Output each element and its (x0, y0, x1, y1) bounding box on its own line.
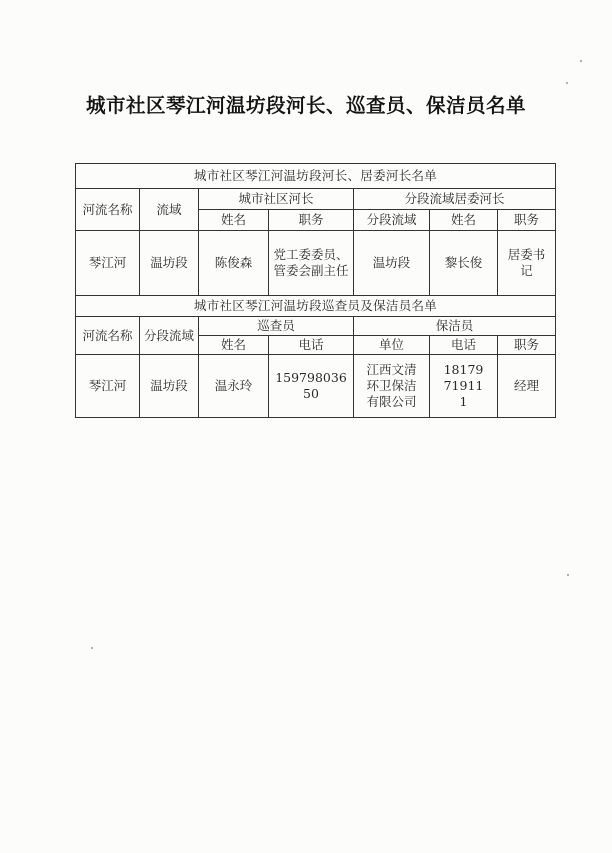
cell-river: 琴江河 (76, 231, 140, 296)
group-patrol-header: 巡查员 (199, 317, 354, 336)
col-position-header-2: 职务 (498, 210, 556, 231)
roster-table (75, 163, 556, 418)
cell-patrol-phone: 15979803650 (269, 355, 354, 418)
col-position-header: 职务 (269, 210, 354, 231)
cell-cleaner-unit: 江西文清环卫保洁有限公司 (354, 355, 430, 418)
col-river-header-s2: 河流名称 (76, 317, 140, 355)
col-phone-header: 电话 (269, 336, 354, 355)
scan-speck (566, 82, 568, 84)
cell-basin: 温坊段 (140, 231, 199, 296)
col-segment-header: 分段流域 (354, 210, 430, 231)
col-position-header-s2: 职务 (498, 336, 556, 355)
scan-speck (91, 647, 93, 649)
cell-city-name: 陈俊森 (199, 231, 269, 296)
col-name-header-s2: 姓名 (199, 336, 269, 355)
cell-segment: 温坊段 (354, 231, 430, 296)
group-city-header: 城市社区河长 (199, 189, 354, 210)
col-segment-header-s2: 分段流域 (140, 317, 199, 355)
page-title: 城市社区琴江河温坊段河长、巡查员、保洁员名单 (85, 94, 526, 117)
cell-city-position: 党工委委员、管委会副主任 (269, 231, 354, 296)
section2-heading: 城市社区琴江河温坊段巡查员及保洁员名单 (76, 296, 556, 317)
col-phone2-header: 电话 (430, 336, 498, 355)
cell-segment-s2: 温坊段 (140, 355, 199, 418)
col-basin-header: 流域 (140, 189, 199, 231)
cell-patrol-name: 温永玲 (199, 355, 269, 418)
scan-speck (580, 60, 582, 62)
cell-committee-name: 黎长俊 (430, 231, 498, 296)
cell-river-s2: 琴江河 (76, 355, 140, 418)
cell-cleaner-position: 经理 (498, 355, 556, 418)
col-name-header-2: 姓名 (430, 210, 498, 231)
cell-committee-position: 居委书记 (498, 231, 556, 296)
col-name-header: 姓名 (199, 210, 269, 231)
group-cleaner-header: 保洁员 (354, 317, 556, 336)
table-row (76, 231, 556, 296)
group-committee-header: 分段流域居委河长 (354, 189, 556, 210)
scan-speck (567, 574, 569, 576)
col-unit-header: 单位 (354, 336, 430, 355)
cell-cleaner-phone: 18179719111 (430, 355, 498, 418)
section1-heading: 城市社区琴江河温坊段河长、居委河长名单 (76, 164, 556, 189)
table-row (76, 355, 556, 418)
col-river-header: 河流名称 (76, 189, 140, 231)
